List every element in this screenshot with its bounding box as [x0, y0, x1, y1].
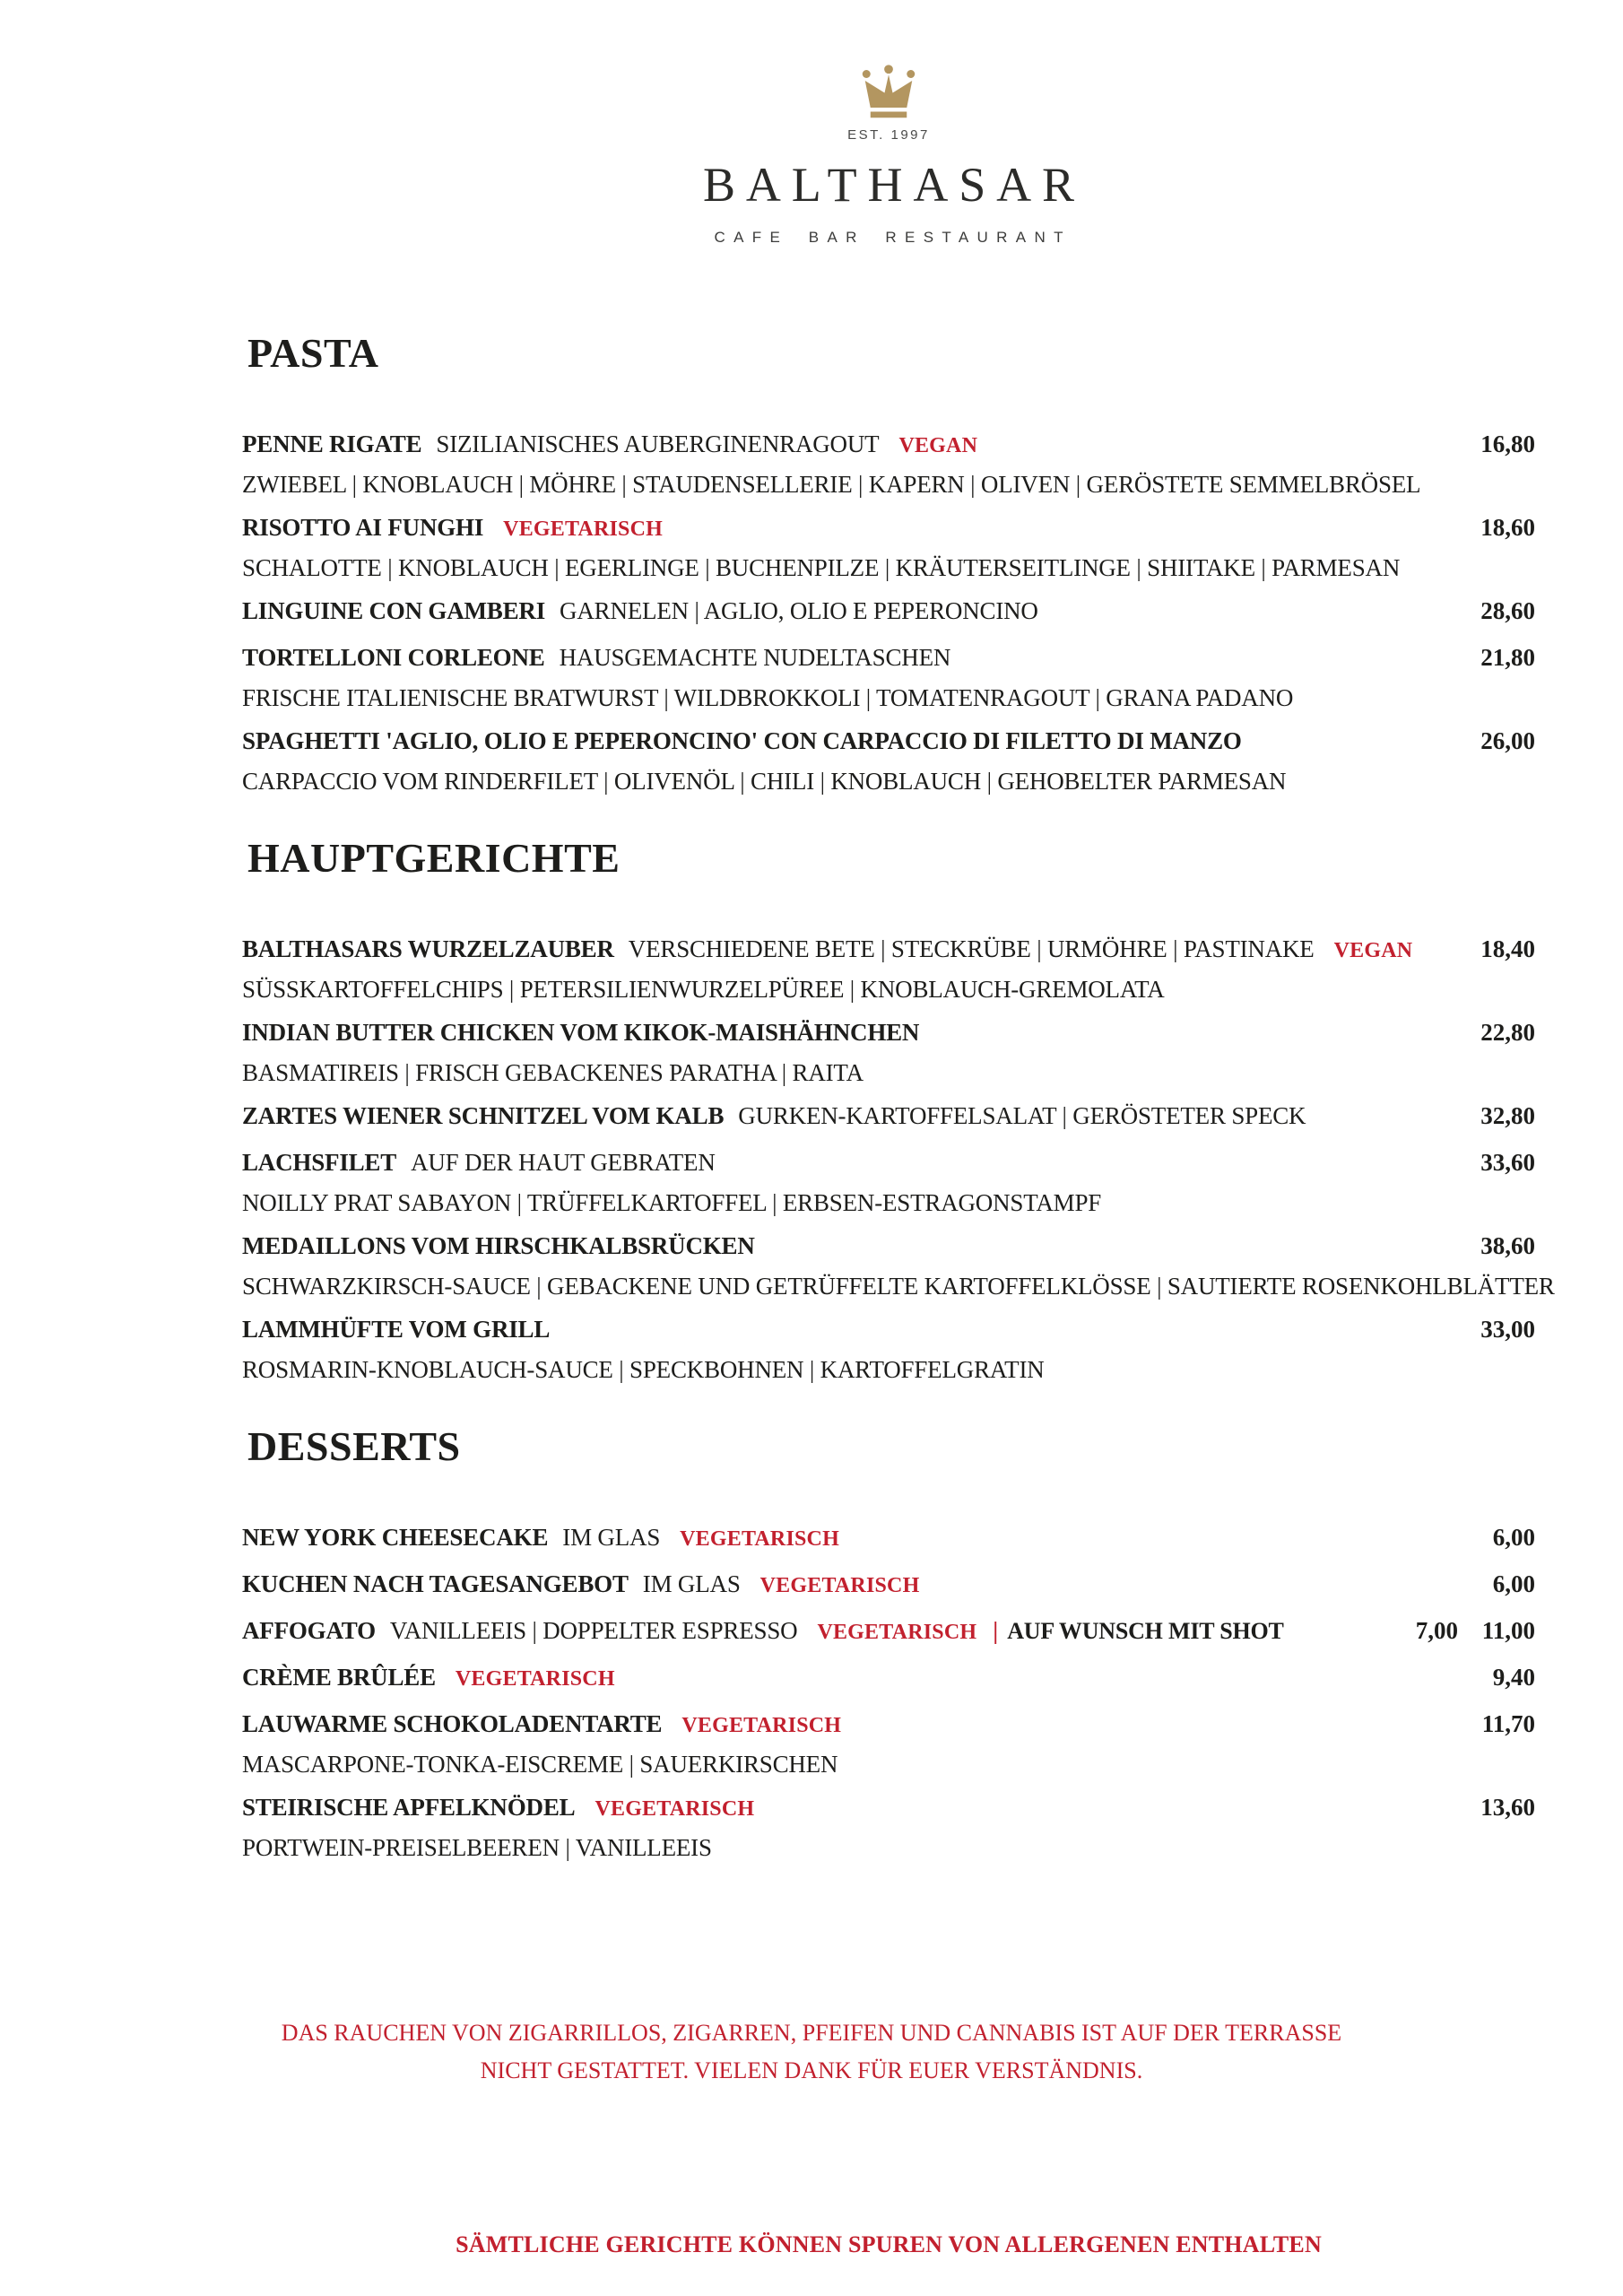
- item-prices: [1458, 935, 1535, 963]
- menu-item: [242, 593, 1535, 633]
- item-line: [242, 1098, 1535, 1138]
- item-name: SPAGHETTI 'AGLIO, OLIO E PEPERONCINO' CON CARPACCIO DI FILETTO DI MANZO: [242, 727, 1242, 754]
- item-price: 11,70: [1481, 1710, 1535, 1737]
- item-description: GARNELEN | AGLIO, OLIO E PEPERONCINO: [560, 597, 1038, 624]
- item-line: [242, 426, 1535, 466]
- item-line: [242, 1311, 1535, 1352]
- item-prices: [1458, 1316, 1535, 1344]
- item-description: IM GLAS: [642, 1570, 741, 1597]
- item-name: TORTELLONI CORLEONE: [242, 644, 545, 671]
- item-price: 13,60: [1480, 1794, 1535, 1821]
- item-prices: [1458, 1102, 1535, 1130]
- item-description: VANILLEEIS | DOPPELTER ESPRESSO: [389, 1617, 798, 1644]
- item-extra-label: AUF WUNSCH MIT SHOT: [1007, 1618, 1284, 1644]
- item-name: LINGUINE CON GAMBERI: [242, 597, 546, 624]
- item-left: [242, 1098, 1458, 1138]
- item-description: SIZILIANISCHES AUBERGINENRAGOUT: [436, 430, 880, 457]
- diet-tag: VEGETARISCH: [817, 1621, 977, 1644]
- menu-item: [242, 931, 1535, 1008]
- tag-separator: |: [993, 1617, 999, 1644]
- item-details: MASCARPONE-TONKA-EISCREME | SAUERKIRSCHEN: [242, 1751, 838, 1778]
- item-name: MEDAILLONS VOM HIRSCHKALBSRÜCKEN: [242, 1232, 755, 1259]
- item-line: [242, 1659, 1535, 1700]
- diet-tag: VEGAN: [1333, 939, 1413, 962]
- item-left: [242, 1613, 1395, 1653]
- menu-item: [242, 426, 1535, 503]
- item-line: [242, 931, 1535, 971]
- item-price-small: 7,00: [1415, 1617, 1458, 1644]
- item-name: KUCHEN NACH TAGESANGEBOT: [242, 1570, 629, 1597]
- item-price: 18,40: [1480, 935, 1535, 962]
- item-line: [242, 1228, 1535, 1268]
- item-prices: [1458, 1570, 1535, 1598]
- item-prices: [1458, 1664, 1535, 1692]
- section-title: DESSERTS: [247, 1423, 461, 1469]
- item-prices: [1458, 727, 1535, 755]
- item-left: [242, 931, 1458, 971]
- menu-section: [242, 835, 1555, 1388]
- menu-item: [242, 1613, 1535, 1653]
- item-name: ZARTES WIENER SCHNITZEL VOM KALB: [242, 1102, 725, 1129]
- item-line: [242, 1613, 1535, 1653]
- item-price: 26,00: [1480, 727, 1535, 754]
- item-details: SCHALOTTE | KNOBLAUCH | EGERLINGE | BUCHENPILZE | KRÄUTERSEITLINGE | SHIITAKE | PARMESAN: [242, 554, 1401, 581]
- item-price: 22,80: [1480, 1019, 1535, 1046]
- item-description: VERSCHIEDENE BETE | STECKRÜBE | URMÖHRE | PASTINAKE: [628, 935, 1315, 962]
- item-price: 9,40: [1492, 1664, 1535, 1691]
- item-left: [242, 723, 1458, 763]
- item-details: BASMATIREIS | FRISCH GEBACKENES PARATHA | RAITA: [242, 1059, 864, 1086]
- crown-icon: [242, 65, 1535, 124]
- item-left: [242, 509, 1458, 550]
- smoking-notice-line: NICHT GESTATTET. VIELEN DANK FÜR EUER VERSTÄNDNIS.: [480, 2057, 1143, 2083]
- menu-item: [242, 1144, 1535, 1222]
- item-name: PENNE RIGATE: [242, 430, 422, 457]
- item-name: STEIRISCHE APFELKNÖDEL: [242, 1794, 576, 1821]
- item-prices: [1458, 1019, 1535, 1047]
- item-prices: [1458, 644, 1535, 672]
- diet-tag: VEGETARISCH: [759, 1574, 920, 1597]
- menu-item: [242, 509, 1535, 587]
- item-prices: [1458, 1232, 1535, 1260]
- menu-section: [242, 1423, 1535, 1866]
- item-line: [242, 1706, 1535, 1746]
- item-description: IM GLAS: [562, 1524, 661, 1551]
- item-price: 33,60: [1480, 1149, 1535, 1176]
- item-line: [242, 593, 1535, 633]
- diet-tag: VEGETARISCH: [595, 1797, 755, 1821]
- restaurant-name: BALTHASAR: [702, 158, 1085, 212]
- item-price: 6,00: [1492, 1524, 1535, 1551]
- allergen-notice: SÄMTLICHE GERICHTE KÖNNEN SPUREN VON ALLERGENEN ENTHALTEN: [456, 2231, 1322, 2257]
- item-left: [242, 1228, 1458, 1268]
- section-title: HAUPTGERICHTE: [247, 835, 621, 881]
- item-details: FRISCHE ITALIENISCHE BRATWURST | WILDBROKKOLI | TOMATENRAGOUT | GRANA PADANO: [242, 684, 1294, 711]
- item-price: 32,80: [1480, 1102, 1535, 1129]
- item-line: [242, 1566, 1535, 1606]
- menu-section: [242, 330, 1535, 800]
- diet-tag: VEGETARISCH: [455, 1667, 615, 1691]
- item-price: 28,60: [1480, 597, 1535, 624]
- item-description: GURKEN-KARTOFFELSALAT | GERÖSTETER SPECK: [738, 1102, 1306, 1129]
- item-description: AUF DER HAUT GEBRATEN: [411, 1149, 716, 1176]
- item-details: ZWIEBEL | KNOBLAUCH | MÖHRE | STAUDENSELLERIE | KAPERN | OLIVEN | GERÖSTETE SEMMELBRÖSEL: [242, 471, 1421, 498]
- established-label: EST. 1997: [847, 127, 930, 143]
- restaurant-logo: [242, 0, 1535, 247]
- menu-item: [242, 1519, 1535, 1560]
- item-price: 6,00: [1492, 1570, 1535, 1597]
- item-left: [242, 1566, 1458, 1606]
- item-price: 18,60: [1480, 514, 1535, 541]
- restaurant-subtitle: CAFE BAR RESTAURANT: [714, 229, 1072, 246]
- item-prices: [1458, 430, 1535, 458]
- item-price: 38,60: [1480, 1232, 1535, 1259]
- menu-item: [242, 1014, 1535, 1091]
- item-left: [242, 1789, 1458, 1830]
- item-name: RISOTTO AI FUNGHI: [242, 514, 484, 541]
- item-price: 16,80: [1480, 430, 1535, 457]
- smoking-notice: [0, 2014, 1623, 2090]
- menu-item: [242, 1659, 1535, 1700]
- item-name: LAMMHÜFTE VOM GRILL: [242, 1316, 551, 1343]
- item-price: 21,80: [1480, 644, 1535, 671]
- item-left: [242, 1014, 1458, 1055]
- item-price: 11,00: [1481, 1617, 1535, 1644]
- item-left: [242, 593, 1458, 633]
- item-name: INDIAN BUTTER CHICKEN VOM KIKOK-MAISHÄHNCHEN: [242, 1019, 920, 1046]
- menu-item: [242, 1566, 1535, 1606]
- item-line: [242, 509, 1535, 550]
- item-name: LACHSFILET: [242, 1149, 397, 1176]
- item-details: SÜSSKARTOFFELCHIPS | PETERSILIENWURZELPÜREE | KNOBLAUCH-GREMOLATA: [242, 976, 1165, 1003]
- item-prices: [1395, 1617, 1535, 1645]
- item-left: [242, 426, 1458, 466]
- item-prices: [1458, 597, 1535, 625]
- item-name: AFFOGATO: [242, 1617, 376, 1644]
- item-details: NOILLY PRAT SABAYON | TRÜFFELKARTOFFEL | ERBSEN-ESTRAGONSTAMPF: [242, 1189, 1102, 1216]
- item-details: CARPACCIO VOM RINDERFILET | OLIVENÖL | CHILI | KNOBLAUCH | GEHOBELTER PARMESAN: [242, 768, 1287, 795]
- item-line: [242, 1144, 1535, 1185]
- item-price: 33,00: [1480, 1316, 1535, 1343]
- item-details: SCHWARZKIRSCH-SAUCE | GEBACKENE UND GETRÜFFELTE KARTOFFELKLÖSSE | SAUTIERTE ROSENKOHLBLÄTTER: [242, 1273, 1555, 1300]
- smoking-notice-line: DAS RAUCHEN VON ZIGARRILLOS, ZIGARREN, PFEIFEN UND CANNABIS IST AUF DER TERRASSE: [281, 2020, 1342, 2046]
- menu-sections: [242, 330, 1555, 1866]
- item-left: [242, 1659, 1458, 1700]
- item-details: ROSMARIN-KNOBLAUCH-SAUCE | SPECKBOHNEN | KARTOFFELGRATIN: [242, 1356, 1045, 1383]
- menu-item: [242, 1706, 1535, 1783]
- diet-tag: VEGAN: [898, 434, 978, 457]
- item-details: PORTWEIN-PREISELBEEREN | VANILLEEIS: [242, 1834, 712, 1861]
- item-left: [242, 1519, 1458, 1560]
- item-line: [242, 1789, 1535, 1830]
- menu-item: [242, 723, 1535, 800]
- item-name: NEW YORK CHEESECAKE: [242, 1524, 549, 1551]
- menu-item: [242, 1098, 1535, 1138]
- item-left: [242, 1311, 1458, 1352]
- item-prices: [1458, 1524, 1535, 1552]
- item-line: [242, 1014, 1535, 1055]
- menu-item: [242, 639, 1535, 717]
- item-line: [242, 639, 1535, 680]
- diet-tag: VEGETARISCH: [681, 1714, 842, 1737]
- item-prices: [1458, 1710, 1535, 1738]
- item-prices: [1458, 514, 1535, 542]
- item-prices: [1458, 1794, 1535, 1822]
- item-name: CRÈME BRÛLÉE: [242, 1664, 436, 1691]
- item-line: [242, 723, 1535, 763]
- item-line: [242, 1519, 1535, 1560]
- item-left: [242, 1144, 1458, 1185]
- diet-tag: VEGETARISCH: [680, 1527, 839, 1551]
- item-name: LAUWARME SCHOKOLADENTARTE: [242, 1710, 663, 1737]
- menu-item: [242, 1228, 1555, 1305]
- item-description: HAUSGEMACHTE NUDELTASCHEN: [559, 644, 951, 671]
- item-name: BALTHASARS WURZELZAUBER: [242, 935, 614, 962]
- section-title: PASTA: [247, 330, 379, 376]
- menu-item: [242, 1311, 1535, 1388]
- menu-item: [242, 1789, 1535, 1866]
- item-left: [242, 1706, 1458, 1746]
- diet-tag: VEGETARISCH: [503, 517, 663, 541]
- item-prices: [1458, 1149, 1535, 1177]
- item-left: [242, 639, 1458, 680]
